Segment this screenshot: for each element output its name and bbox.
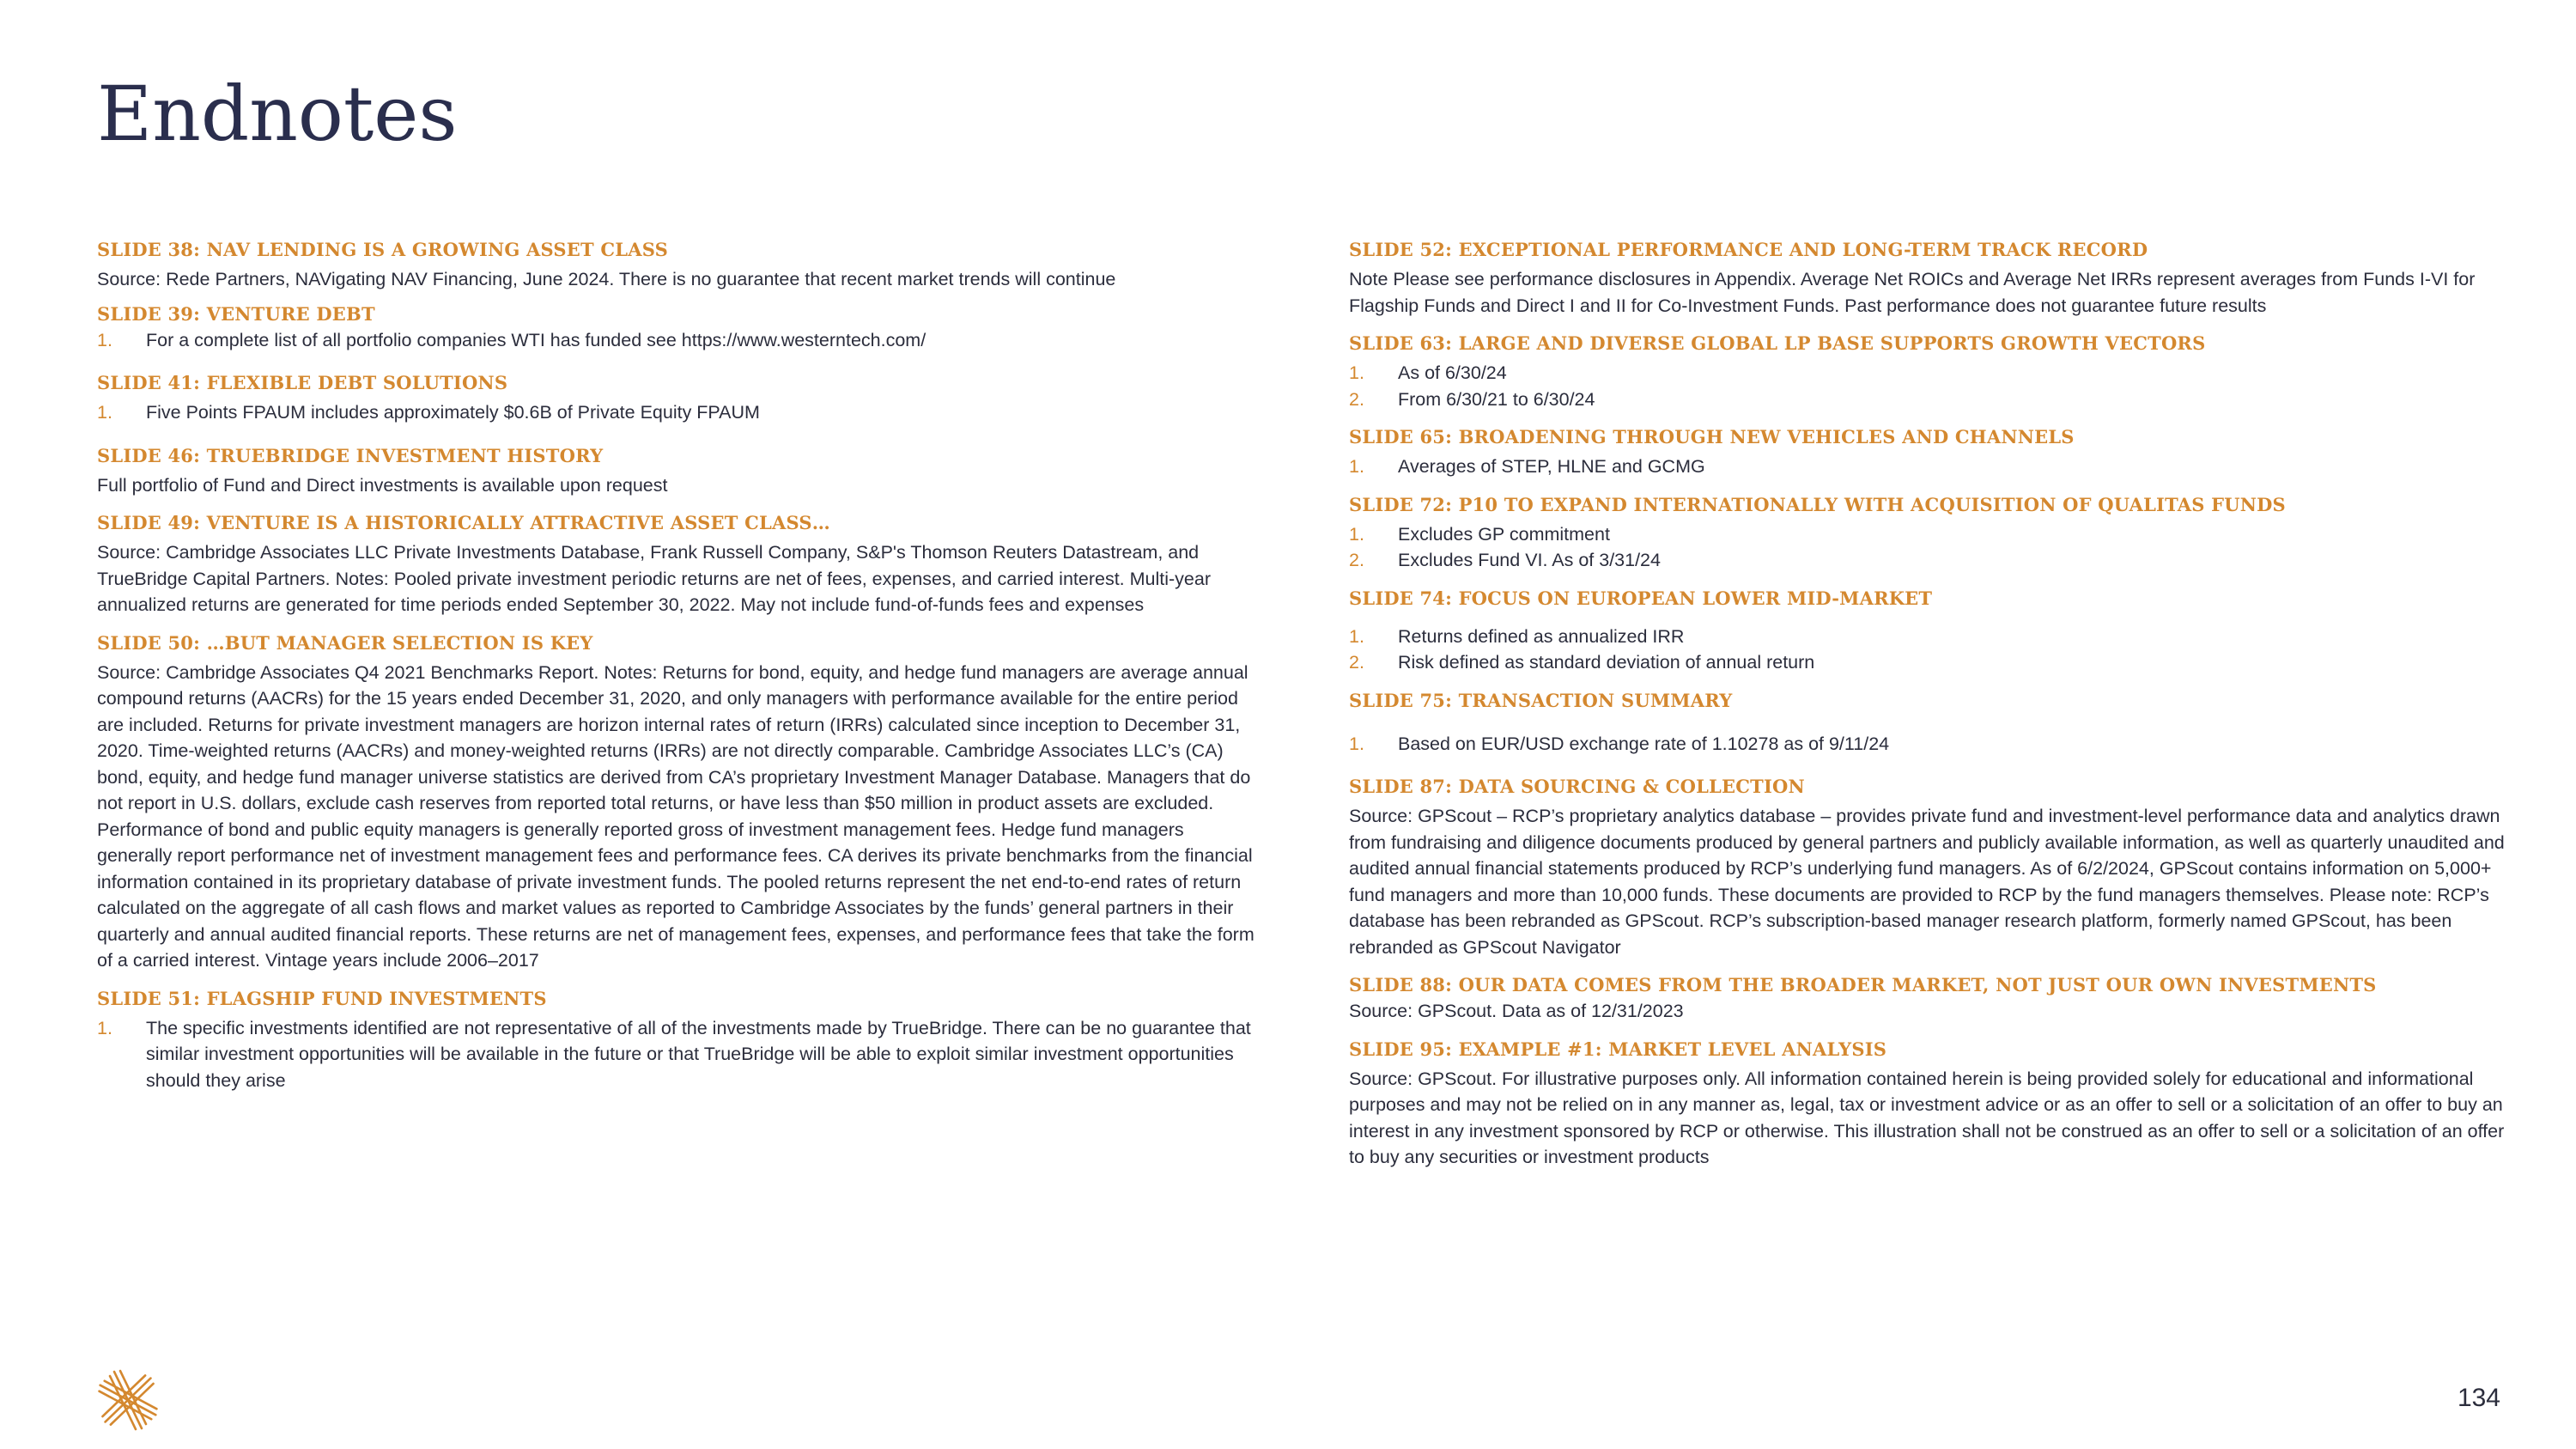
list-text: Averages of STEP, HLNE and GCMG: [1398, 456, 1705, 477]
endnote-text: Source: GPScout. For illustrative purposes only. All information contained herein is being provided solely for educational and informational purposes and may not be relied on in any manner as, legal, tax or investment advice or as an offer to sell or a solicitation of an offer to buy an interest in any investment sponsored by RCP or otherwise. This illustration shall not be construed as an offer to sell or a solicitation of an offer to buy any securities or investment products: [1349, 1068, 2505, 1167]
endnote-heading: SLIDE 65: BROADENING THROUGH NEW VEHICLES AND CHANNELS: [1349, 426, 2075, 447]
truebridge-star-logo-icon: [97, 1369, 159, 1431]
endnote-list: [1349, 731, 2510, 758]
endnote-slide-88: [1349, 972, 2510, 1025]
endnotes-right-column: [1349, 237, 2510, 1171]
endnote-heading: SLIDE 72: P10 TO EXPAND INTERNATIONALLY WITH ACQUISITION OF QUALITAS FUNDS: [1349, 493, 2286, 515]
list-text: Based on EUR/USD exchange rate of 1.10278 as of 9/11/24: [1398, 733, 1890, 754]
endnote-slide-52: [1349, 237, 2510, 319]
endnote-list: [1349, 624, 2510, 676]
page-number: 134: [2457, 1384, 2500, 1412]
endnote-heading: SLIDE 51: FLAGSHIP FUND INVESTMENTS: [97, 987, 547, 1009]
list-text: The specific investments identified are not representative of all of the investments made by TrueBridge. There can be no guarantee that similar investment opportunities will be available in the future or that TrueBridge will be able to exploit similar investment opportunities should they arise: [146, 1017, 1251, 1091]
endnote-slide-41: [97, 370, 1258, 426]
endnote-heading: SLIDE 38: NAV LENDING IS A GROWING ASSET CLASS: [97, 239, 668, 260]
endnote-text: Note Please see performance disclosures in Appendix. Average Net ROICs and Average Net IRRs represent averages from Funds I-VI for Flagship Funds and Direct I and II for Co-Investment Funds. Past performance does not guarantee future results: [1349, 269, 2476, 316]
endnote-list-item: [1349, 547, 2510, 574]
endnote-slide-72: [1349, 492, 2510, 574]
endnote-list-item: [1349, 521, 2510, 548]
endnote-heading: SLIDE 49: VENTURE IS A HISTORICALLY ATTRACTIVE ASSET CLASS…: [97, 512, 830, 533]
endnote-heading: SLIDE 46: TRUEBRIDGE INVESTMENT HISTORY: [97, 444, 604, 466]
endnote-heading: SLIDE 41: FLEXIBLE DEBT SOLUTIONS: [97, 372, 508, 393]
endnote-list-item: [1349, 454, 2510, 480]
endnote-heading: SLIDE 63: LARGE AND DIVERSE GLOBAL LP BASE SUPPORTS GROWTH VECTORS: [1349, 332, 2206, 354]
endnote-list: [1349, 521, 2510, 574]
endnote-slide-75: [1349, 688, 2510, 758]
list-number: 1.: [1349, 625, 1364, 647]
list-number: 1.: [1349, 523, 1364, 545]
endnote-list-item: [97, 1015, 1258, 1094]
list-text: Five Points FPAUM includes approximately $0.6B of Private Equity FPAUM: [146, 402, 760, 423]
list-number: 1.: [1349, 362, 1364, 383]
list-text: Risk defined as standard deviation of annual return: [1398, 652, 1815, 673]
endnote-slide-74: [1349, 586, 2510, 676]
endnote-heading: SLIDE 50: …BUT MANAGER SELECTION IS KEY: [97, 631, 593, 654]
endnote-heading: SLIDE 75: TRANSACTION SUMMARY: [1349, 689, 1733, 711]
endnote-list-item: [1349, 360, 2510, 387]
list-number: 1.: [97, 402, 112, 423]
endnote-slide-39: [97, 301, 1258, 354]
list-text: From 6/30/21 to 6/30/24: [1398, 388, 1595, 410]
list-number: 1.: [97, 1017, 112, 1038]
list-number: 2.: [1349, 652, 1364, 673]
endnote-list: [97, 399, 1258, 426]
endnote-text: Full portfolio of Fund and Direct investments is available upon request: [97, 474, 668, 496]
endnote-list-item: [1349, 387, 2510, 413]
list-number: 2.: [1349, 550, 1364, 570]
endnote-slide-95: [1349, 1037, 2510, 1171]
endnote-text: Source: GPScout – RCP’s proprietary analytics database – provides private fund and investment-level performance data and analytics drawn from fundraising and diligence documents produced by general partners and publicly available information, as well as quarterly unaudited and audited annual financial statements produced by RCP’s underlying fund managers. As of 6/2/2024, GPScout contains information on 5,000+ fund managers and more than 10,000 funds. These documents are provided to RCP by the fund managers themselves. Please note: RCP’s database has been rebranded as GPScout. RCP’s subscription-based manager research platform, formerly named GPScout, has been rebranded as GPScout Navigator: [1349, 806, 2505, 958]
list-number: 1.: [1349, 733, 1364, 754]
list-number: 2.: [1349, 388, 1364, 410]
endnote-text: Source: Rede Partners, NAVigating NAV Financing, June 2024. There is no guarantee that recent market trends will continue: [97, 269, 1116, 289]
endnote-list-item: [1349, 731, 2510, 758]
endnote-heading: SLIDE 74: FOCUS ON EUROPEAN LOWER MID-MARKET: [1349, 587, 1933, 609]
endnote-text: Source: Cambridge Associates LLC Private Investments Database, Frank Russell Company, S&P's Thomson Reuters Datastream, and TrueBridge Capital Partners. Notes: Pooled private investment periodic returns are net of fees, expenses, and carried interest. Multi-year annualized returns are generated for time periods ended September 30, 2022. May not include fund-of-funds fees and expenses: [97, 542, 1212, 615]
endnote-heading: SLIDE 39: VENTURE DEBT: [97, 302, 375, 325]
endnote-heading: SLIDE 87: DATA SOURCING & COLLECTION: [1349, 776, 1805, 797]
endnote-heading: SLIDE 88: OUR DATA COMES FROM THE BROADER MARKET, NOT JUST OUR OWN INVESTMENTS: [1349, 974, 2377, 995]
endnote-heading: SLIDE 52: EXCEPTIONAL PERFORMANCE AND LONG-TERM TRACK RECORD: [1349, 239, 2148, 260]
endnote-slide-38: [97, 237, 1258, 293]
endnote-slide-51: [97, 986, 1258, 1094]
list-text: Returns defined as annualized IRR: [1398, 625, 1685, 647]
list-text: As of 6/30/24: [1398, 362, 1507, 383]
list-text: Excludes GP commitment: [1398, 523, 1610, 545]
endnote-slide-46: [97, 443, 1258, 499]
endnote-slide-63: [1349, 331, 2510, 412]
endnote-list: [1349, 360, 2510, 412]
list-text: For a complete list of all portfolio companies WTI has funded see https://www.westerntech.com/: [146, 329, 927, 350]
endnotes-left-column: [97, 237, 1258, 1093]
endnote-slide-49: [97, 510, 1258, 618]
endnote-slide-87: [1349, 774, 2510, 960]
endnote-list: [97, 1015, 1258, 1094]
endnote-heading: SLIDE 95: EXAMPLE #1: MARKET LEVEL ANALYSIS: [1349, 1038, 1887, 1060]
endnote-slide-50: [97, 630, 1258, 974]
list-text: Excludes Fund VI. As of 3/31/24: [1398, 550, 1661, 570]
endnote-list-item: [97, 399, 1258, 426]
endnote-list-item: [1349, 624, 2510, 650]
endnote-list-item: [1349, 649, 2510, 676]
endnote-text: Source: GPScout. Data as of 12/31/2023: [1349, 1001, 1684, 1021]
page-title: Endnotes: [97, 70, 458, 158]
endnote-list: [97, 327, 1258, 354]
list-number: 1.: [97, 329, 112, 350]
endnote-list: [1349, 454, 2510, 480]
list-number: 1.: [1349, 456, 1364, 477]
endnote-text: Source: Cambridge Associates Q4 2021 Benchmarks Report. Notes: Returns for bond, equity, and hedge fund managers are average annual compound returns (AACRs) for the 15 years ended December 31, 2020, and only managers with performance available for the entire period are included. Returns for private investment managers are horizon internal rates of return (IRRs) calculated since inception to December 31, 2020. Time-weighted returns (AACRs) and money-weighted returns (IRRs) are not directly comparable. Cambridge Associates LLC’s (CA) bond, equity, and hedge fund manager universe statistics are derived from CA’s proprietary Investment Manager Database. Managers that do not report in U.S. dollars, exclude cash reserves from reported total returns, or have less than $50 million in product assets are excluded. Performance of bond and public equity managers is generally reported gross of investment management fees. Hedge fund managers generally report performance net of investment management fees and performance fees. CA derives its private benchmarks from the financial information contained in its proprietary database of private investment funds. The pooled returns represent the net end-to-end rates of return calculated on the aggregate of all cash flows and market values as reported to Cambridge Associates by the funds’ general partners in their quarterly and annual audited financial reports. These returns are net of management fees, expenses, and performance fees that take the form of a carried interest. Vintage years include 2006–2017: [97, 661, 1255, 971]
endnote-slide-65: [1349, 424, 2510, 480]
endnote-list-item: [97, 327, 1258, 354]
